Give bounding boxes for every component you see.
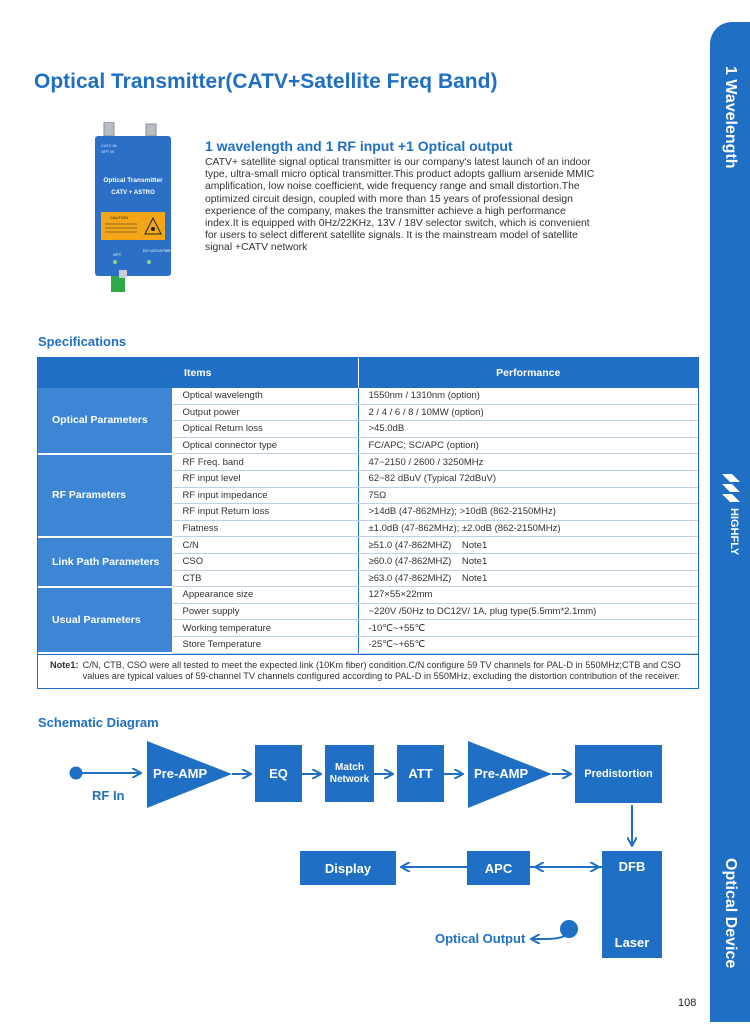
device-caution: CAUTION [110,215,128,220]
match-label-2: Network [329,773,370,785]
value-cell: 127×55×22mm [358,587,698,604]
eq-label: EQ [269,766,288,781]
group-usual: Usual Parameters [38,587,172,653]
apc-label: APC [484,860,513,876]
laser-label: Laser [614,935,650,950]
group-optical: Optical Parameters [38,388,172,454]
match-label-1: Match [335,761,364,773]
item-cell: Power supply [172,603,358,620]
value-cell: ≥51.0 (47-862MHZ) Note1 [358,537,698,554]
rf-in-label: RF In [92,788,125,803]
intro-text: CATV+ satellite signal optical transmitter is our company's latest launch of an indoor type, ultra-small micro optical transmitter.This product adopts gallium arsenide MMIC amplification, low noise coefficient, wide frequency range and small distortion.The optimized circuit design, coupled with more than 15 years of professional design experience of the company, makes the transmitter achieve a high performance index.It is equipped with 0Hz/22KHz, 13V / 18V selector switch, which is convenient for users to select different satellite signals. It is the mainstream model of satellite signal +CATV network [205,157,595,254]
value-cell: 62~82 dBuV (Typical 72dBuV) [358,470,698,487]
item-cell: CSO [172,553,358,570]
item-cell: C/N [172,537,358,554]
value-cell: 1550nm / 1310nm (option) [358,388,698,404]
predistortion-label: Predistortion [584,768,653,780]
note-text: C/N, CTB, CSO were all tested to meet the expected link (10Km fiber) condition.C/N configure 59 TV channels for PAL-D in 550MHz;CTB and CSO values are typical values of 59-channel TV channels configured according to PAL-D in 550MHz, excluding the distortion contribution of the receiver. [82,660,681,681]
page-number: 108 [678,997,697,1009]
item-cell: RF input Return loss [172,504,358,521]
item-cell: Flatness [172,520,358,537]
side-label-top: 1 Wavelength [722,66,739,169]
match-network-block [325,745,374,802]
device-port-catv: CATV IN [101,143,117,148]
value-cell: ≥63.0 (47-862MHZ) Note1 [358,570,698,587]
value-cell: >45.0dB [358,421,698,438]
predistortion-block [575,745,662,803]
device-power-label: DC+12V/1A PWR [143,249,171,253]
display-label: Display [324,860,372,876]
value-cell: FC/APC; SC/APC (option) [358,437,698,454]
att-label: ATT [408,766,433,781]
item-cell: Appearance size [172,587,358,604]
schematic-heading: Schematic Diagram [38,715,159,730]
device-port-opt: OPT IN [101,149,115,154]
item-cell: CTB [172,570,358,587]
value-cell: ≥60.0 (47-862MHZ) Note1 [358,553,698,570]
side-label-bottom: Optical Device [722,858,739,969]
brand-text: HIGHFLY [728,508,740,556]
apc-block [467,851,530,885]
device-opt-label: OPT [113,252,122,257]
item-cell: Store Temperature [172,636,358,653]
value-cell: 2 / 4 / 6 / 8 / 10MW (option) [358,404,698,421]
col-items: Items [38,358,358,388]
rf-in-node [70,767,83,780]
note-label: Note1: [50,660,79,670]
group-rf: RF Parameters [38,454,172,537]
optical-output-label: Optical Output [435,931,526,946]
device-label-2: CATV + ASTRO [111,190,155,196]
att-block [397,745,444,802]
value-cell: -10℃~+55℃ [358,620,698,637]
value-cell: ±1.0dB (47-862MHz); ±2.0dB (862-2150MHz) [358,520,698,537]
value-cell: 75Ω [358,487,698,504]
item-cell: RF Freq. band [172,454,358,471]
col-performance: Performance [358,358,698,388]
dfb-label: DFB [618,859,646,874]
intro-heading: 1 wavelength and 1 RF input +1 Optical output [205,138,513,154]
eq-block [255,745,302,802]
item-cell: Output power [172,404,358,421]
item-cell: RF input impedance [172,487,358,504]
display-block [300,851,396,885]
item-cell: Optical connector type [172,437,358,454]
item-cell: Optical wavelength [172,388,358,404]
value-cell: ~220V /50Hz to DC12V/ 1A, plug type(5.5mm*2.1mm) [358,603,698,620]
value-cell: >14dB (47-862MHz); >10dB (862-2150MHz) [358,504,698,521]
value-cell: 47~2150 / 2600 / 3250MHz [358,454,698,471]
specs-heading: Specifications [38,334,127,349]
preamp-2-label: Pre-AMP [474,766,529,781]
value-cell: -25℃~+65℃ [358,636,698,653]
item-cell: RF input level [172,470,358,487]
dfb-laser-block [602,851,662,958]
group-link-path: Link Path Parameters [38,537,172,587]
item-cell: Working temperature [172,620,358,637]
page-title: Optical Transmitter(CATV+Satellite Freq Band) [34,70,498,93]
device-label-1: Optical Transmitter [103,177,163,184]
preamp-1-label: Pre-AMP [153,766,208,781]
item-cell: Optical Return loss [172,421,358,438]
